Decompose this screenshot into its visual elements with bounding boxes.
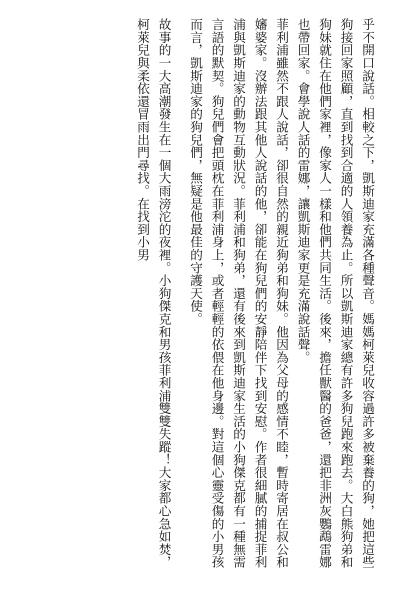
- paragraph-2: 菲利浦雖然不跟人說話，卻很自然的親近狗弟和狗妹。他因為父母的感情不睦，暫時寄居在叔公和嬸婆家。沒辦法跟其他人說話的他，卻能在狗兒們的安靜陪伴下找到安慰。作者很細膩的捕捉菲利浦與凱斯迪家的動物互動狀況。菲利浦和狗弟，還有後來到凱斯迪家生活的小狗傑克都有一種無需言語的默契。狗兒們會把頭枕在菲利浦身上，或者輕輕的依偎在他身邊。對這個心靈受傷的小男孩而言，凱斯迪家的狗兒們，無疑是他最佳的守護天使。: [188, 18, 289, 569]
- paragraph-3: 故事的一大高潮發生在一個大雨滂沱的夜裡。小狗傑克和男孩菲利浦雙雙失蹤！大家都心急如焚，柯萊兒與柔依還冒雨出門尋找。在找到小男: [135, 18, 172, 569]
- paragraph-1: 乎不開口說話。相較之下，凱斯迪家充滿各種聲音。媽媽柯萊兒收容過許多被棄養的狗，她把這些狗接回家照顧，直到找到合適的人領養為止。所以凱斯迪家總有許多狗兒跑來跑去。大白熊狗弟和狗妹就住在他們家裡，像家人一樣和他們共同生活。後來，擔任獸醫的爸爸，還把非洲灰鸚鵡雷娜也帶回家。會學說人話的雷娜，讓凱斯迪家更是充滿說話聲。: [295, 18, 375, 569]
- vertical-text-body: [46, 18, 378, 578]
